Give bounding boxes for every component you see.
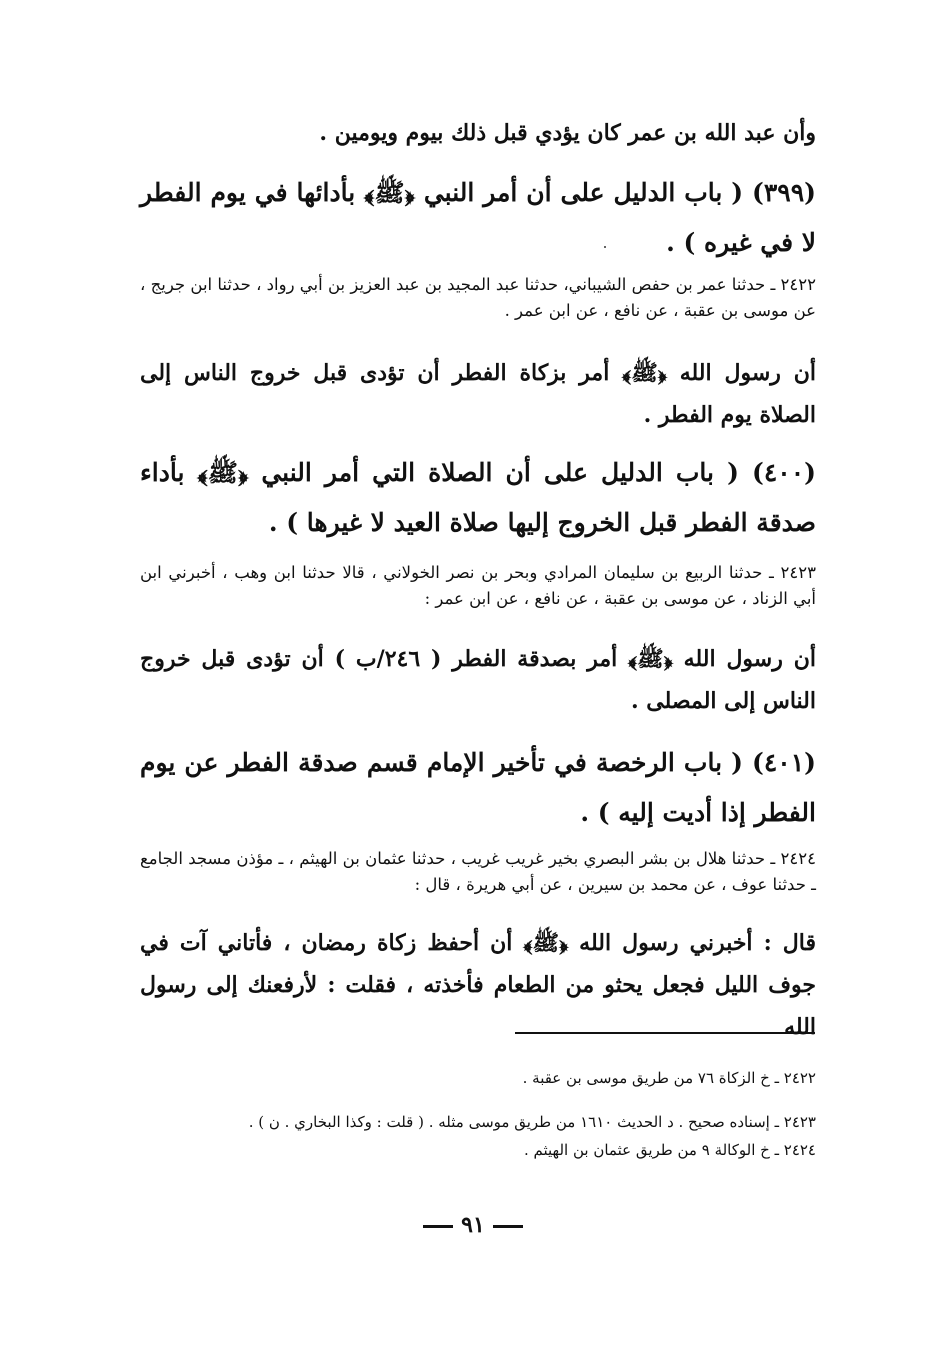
chapter-heading-400: (٤٠٠) ( باب الدليل على أن الصلاة التي أمر النبي ﴿ﷺ﴾ بأداء صدقة الفطر قبل الخروج إليها صلاة العيد لا غيرها ) .: [140, 458, 816, 537]
isnad-2422: ٢٤٢٢ ـ حدثنا عمر بن حفص الشيباني، حدثنا عبد المجيد بن عبد العزيز بن أبي رواد ، حدثنا ابن جريج ، عن موسى بن عقبة ، عن نافع ، عن ابن عمر .: [140, 275, 816, 320]
chapter-heading-401: (٤٠١) ( باب الرخصة في تأخير الإمام قسم صدقة الفطر عن يوم الفطر إذا أديت إليه ) .: [140, 748, 816, 827]
chapter-heading-399: (٣٩٩) ( باب الدليل على أن أمر النبي ﴿ﷺ﴾ بأدائها في يوم الفطر لا في غيره ) .: [140, 178, 816, 257]
hadith-text-2424: قال : أخبرني رسول الله ﴿ﷺ﴾ أن أحفظ زكاة رمضان ، فأتاني آت في جوف الليل فجعل يحثو من الطعام فأخذته ، فقلت : لأرفعنك إلى رسول الله: [140, 930, 816, 1040]
narration-continuation: وأن عبد الله بن عمر كان يؤدي قبل ذلك بيوم ويومين .: [319, 120, 816, 146]
footnote-2423: ٢٤٢٣ ـ إسناده صحيح . د الحديث ١٦١٠ من طريق موسى مثله . ( قلت : وكذا البخاري . ن ) .: [248, 1113, 816, 1131]
hadith-text-2423: أن رسول الله ﴿ﷺ﴾ أمر بصدقة الفطر ( ٢٤٦/ب ) أن تؤدى قبل خروج الناس إلى المصلى .: [140, 646, 816, 714]
page-number-dash-right: [423, 1225, 453, 1228]
page-number-value: ٩١: [461, 1212, 485, 1238]
footnote-2424: ٢٤٢٤ ـ خ الوكالة ٩ من طريق عثمان بن الهيثم .: [523, 1141, 816, 1159]
isnad-2423: ٢٤٢٣ ـ حدثنا الربيع بن سليمان المرادي وبحر بن نصر الخولاني ، قالا حدثنا ابن وهب ، أخبرني ابن أبي الزناد ، عن موسى بن عقبة ، عن نافع ، عن ابن عمر :: [140, 563, 816, 608]
page-number-dash-left: [493, 1225, 523, 1228]
isnad-2424: ٢٤٢٤ ـ حدثنا هلال بن بشر البصري بخير غريب غريب ، حدثنا عثمان بن الهيثم ، ـ مؤذن مسجد الجامع ـ حدثنا عوف ، عن محمد بن سيرين ، عن أبي هريرة ، قال :: [140, 849, 816, 894]
hadith-text-2422: أن رسول الله ﴿ﷺ﴾ أمر بزكاة الفطر أن تؤدى قبل خروج الناس إلى الصلاة يوم الفطر .: [140, 360, 816, 428]
scan-speck: [604, 246, 606, 248]
page-number: [0, 1212, 946, 1238]
footnote-2422: ٢٤٢٢ ـ خ الزكاة ٧٦ من طريق موسى بن عقبة .: [522, 1069, 816, 1087]
footnote-separator: [515, 1032, 815, 1034]
